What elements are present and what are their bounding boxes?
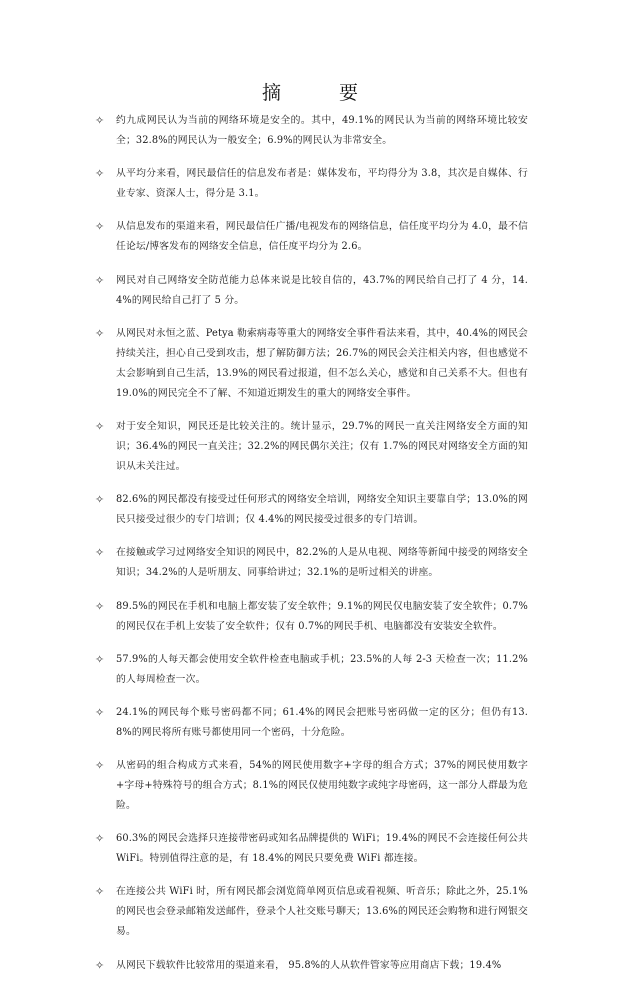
summary-item-text: 从网民对永恒之蓝、Petya 勒索病毒等重大的网络安全事件看法来看，其中，40.4%的网民会持续关注，担心自己受到攻击，想了解防御方法；26.7%的网民会关注相关内容，但也感觉不太会影响到自己生活，13.9%的网民看过报道，但不怎么关心，感觉和自己关系不大。但也有 19.0%的网民完全不了解、不知道近期发生的重大的网络安全事件。 bbox=[116, 327, 528, 399]
summary-item-text: 从网民下载软件比较常用的渠道来看， 95.8%的人从软件管家等应用商店下载；19.4% bbox=[116, 959, 502, 971]
bullet-diamond-icon: ✧ bbox=[95, 705, 105, 719]
bullet-diamond-icon: ✧ bbox=[95, 599, 105, 613]
bullet-diamond-icon: ✧ bbox=[95, 220, 105, 234]
summary-item-text: 网民对自己网络安全防范能力总体来说是比较自信的，43.7%的网民给自己打了 4 分，14.4%的网民给自己打了 5 分。 bbox=[116, 274, 528, 306]
summary-item bbox=[95, 417, 528, 477]
summary-item-text: 89.5%的网民在手机和电脑上都安装了安全软件；9.1%的网民仅电脑安装了安全软件；0.7%的网民仅在手机上安装了安全软件；仅有 0.7%的网民手机、电脑都没有安装安全软件。 bbox=[116, 600, 528, 632]
bullet-diamond-icon: ✧ bbox=[95, 652, 105, 666]
bullet-diamond-icon: ✧ bbox=[95, 832, 105, 846]
summary-item-text: 57.9%的人每天都会使用安全软件检查电脑或手机；23.5%的人每 2-3 天检查一次；11.2%的人每周检查一次。 bbox=[116, 653, 528, 685]
bullet-diamond-icon: ✧ bbox=[95, 885, 105, 899]
bullet-diamond-icon: ✧ bbox=[95, 958, 105, 972]
summary-item-text: 在连接公共 WiFi 时，所有网民都会浏览简单网页信息或看视频、听音乐；除此之外，25.1%的网民也会登录邮箱发送邮件，登录个人社交账号聊天；13.6%的网民还会购物和进行网银交易。 bbox=[116, 886, 528, 938]
summary-list bbox=[95, 111, 528, 989]
summary-item bbox=[95, 956, 528, 976]
summary-item bbox=[95, 756, 528, 816]
summary-item bbox=[95, 217, 528, 257]
summary-item bbox=[95, 882, 528, 942]
summary-item bbox=[95, 650, 528, 690]
summary-item bbox=[95, 597, 528, 637]
summary-item bbox=[95, 490, 528, 530]
summary-item bbox=[95, 111, 528, 151]
summary-item bbox=[95, 324, 528, 404]
bullet-diamond-icon: ✧ bbox=[95, 167, 105, 181]
bullet-diamond-icon: ✧ bbox=[95, 326, 105, 340]
bullet-diamond-icon: ✧ bbox=[95, 493, 105, 507]
summary-item-text: 82.6%的网民都没有接受过任何形式的网络安全培训，网络安全知识主要靠自学；13.0%的网民只接受过很少的专门培训；仅 4.4%的网民接受过很多的专门培训。 bbox=[116, 494, 528, 526]
summary-item-text: 约九成网民认为当前的网络环境是安全的。其中，49.1%的网民认为当前的网络环境比较安全；32.8%的网民认为一般安全；6.9%的网民认为非常安全。 bbox=[116, 115, 528, 146]
summary-item bbox=[95, 164, 528, 204]
bullet-diamond-icon: ✧ bbox=[95, 546, 105, 560]
summary-item-text: 从信息发布的渠道来看，网民最信任广播/电视发布的网络信息，信任度平均分为 4.0，最不信任论坛/博客发布的网络安全信息，信任度平均分为 2.6。 bbox=[116, 221, 528, 253]
summary-item-text: 60.3%的网民会选择只连接带密码或知名品牌提供的 WiFi；19.4%的网民不会连接任何公共 WiFi。特别值得注意的是，有 18.4%的网民只要免费 WiFi 都连接。 bbox=[116, 833, 528, 865]
summary-item-text: 从密码的组合构成方式来看，54%的网民使用数字+字母的组合方式；37%的网民使用数字+字母+特殊符号的组合方式；8.1%的网民仅使用纯数字或纯字母密码，这一部分人群最为危险。 bbox=[116, 760, 528, 812]
summary-item-text: 24.1%的网民每个账号密码都不同；61.4%的网民会把账号密码做一定的区分；但仍有13.8%的网民将所有账号都使用同一个密码，十分危险。 bbox=[116, 706, 528, 738]
summary-item-text: 对于安全知识，网民还是比较关注的。统计显示，29.7%的网民一直关注网络安全方面的知识；36.4%的网民一直关注；32.2%的网民偶尔关注；仅有 1.7%的网民对网络安全方面的知识从未关注过。 bbox=[116, 420, 528, 472]
bullet-diamond-icon: ✧ bbox=[95, 759, 105, 773]
summary-item-text: 从平均分来看，网民最信任的信息发布者是：媒体发布，平均得分为 3.8，其次是自媒体、行业专家、资深人士，得分是 3.1。 bbox=[116, 168, 528, 200]
summary-item bbox=[95, 271, 528, 311]
bullet-diamond-icon: ✧ bbox=[95, 114, 105, 127]
summary-item bbox=[95, 829, 528, 869]
bullet-diamond-icon: ✧ bbox=[95, 273, 105, 287]
page-title: 摘 要 bbox=[261, 82, 385, 104]
bullet-diamond-icon: ✧ bbox=[95, 419, 105, 433]
summary-item bbox=[95, 543, 528, 583]
summary-item bbox=[95, 703, 528, 743]
summary-item-text: 在接触或学习过网络安全知识的网民中，82.2%的人是从电视、网络等新闻中接受的网络安全知识；34.2%的人是听朋友、同事给讲过；32.1%的是听过相关的讲座。 bbox=[116, 547, 528, 579]
